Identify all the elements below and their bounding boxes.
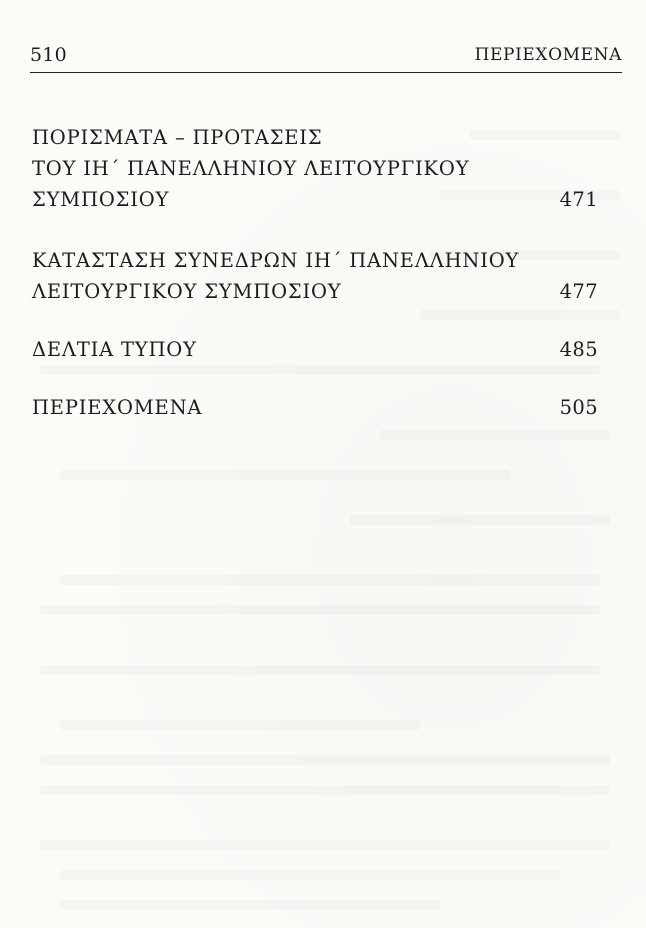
toc-entry-title-line: ΠΕΡΙΕΧΟΜΕΝΑ <box>32 396 203 419</box>
toc-entry-title-line: ΚΑΤΑΣΤΑΣΗ ΣΥΝΕΔΡΩΝ ΙΗ΄ ΠΑΝΕΛΛΗΝΙΟΥ <box>32 249 520 272</box>
toc-entry[interactable] <box>32 392 602 423</box>
toc-entry-title-line: ΛΕΙΤΟΥΡΓΙΚΟΥ ΣΥΜΠΟΣΙΟΥ <box>32 280 342 303</box>
toc-entry[interactable] <box>32 122 602 215</box>
running-title: ΠΕΡΙΕΧΟΜΕΝΑ <box>474 45 622 65</box>
table-of-contents <box>32 122 602 423</box>
toc-entry-title-line: ΠΟΡΙΣΜΑΤΑ – ΠΡΟΤΑΣΕΙΣ <box>32 126 323 149</box>
toc-entry-title-line: ΔΕΛΤΙΑ ΤΥΠΟΥ <box>32 338 197 361</box>
toc-entry-page-number: 505 <box>559 396 598 419</box>
toc-entry-page-number: 485 <box>559 338 598 361</box>
page-number: 510 <box>30 44 67 66</box>
toc-entry[interactable] <box>32 245 602 307</box>
toc-entry-page-number: 471 <box>559 188 598 211</box>
toc-entry[interactable] <box>32 334 602 365</box>
toc-entry-title-line: ΣΥΜΠΟΣΙΟΥ <box>32 188 170 211</box>
toc-entry-page-number: 477 <box>559 280 598 303</box>
toc-entry-title-line: ΤΟΥ ΙΗ΄ ΠΑΝΕΛΛΗΝΙΟΥ ΛΕΙΤΟΥΡΓΙΚΟΥ <box>32 157 470 180</box>
running-head <box>30 42 622 73</box>
